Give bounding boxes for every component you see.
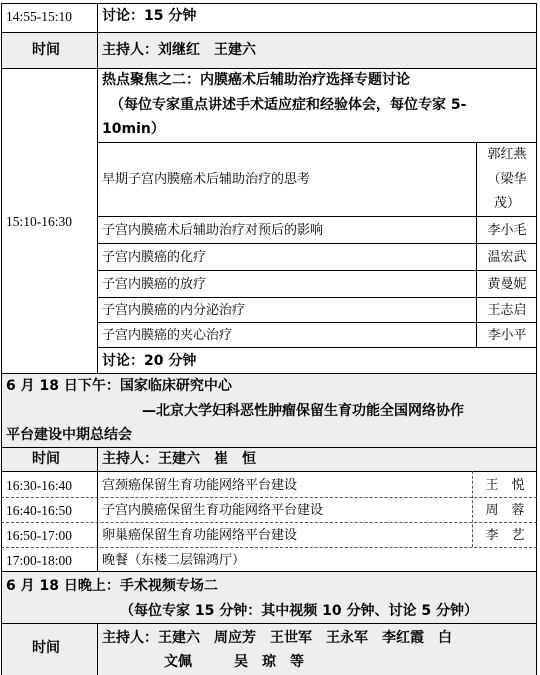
item-speaker: 王 悦 bbox=[485, 478, 525, 493]
session-discussion: 讨论：20 分钟 bbox=[102, 353, 197, 369]
discussion-time: 14:55-15:10 bbox=[6, 9, 72, 24]
evening-note: （每位专家 15 分钟：其中视频 10 分钟、讨论 5 分钟） bbox=[120, 603, 478, 619]
talk-speaker: 黄曼妮 bbox=[487, 277, 527, 292]
session-note-line2: 10min） bbox=[102, 121, 165, 137]
talk-speaker: 李小毛 bbox=[487, 223, 527, 238]
talk-topic: 子宫内膜癌的内分泌治疗 bbox=[102, 303, 246, 318]
talk-topic: 子宫内膜癌的化疗 bbox=[102, 250, 207, 265]
talk-topic: 子宫内膜癌的放疗 bbox=[102, 277, 207, 292]
item-speaker: 周 蓉 bbox=[485, 503, 525, 518]
dinner-text: 晚餐（东楼二层锦鸿厅） bbox=[102, 553, 246, 568]
time-header: 时间 bbox=[32, 42, 60, 58]
item-time: 16:50-17:00 bbox=[6, 528, 72, 543]
evening-hosts-line1: 主持人：王建六 周应芳 王世军 王永军 李红霞 白 bbox=[102, 630, 452, 646]
talk-speaker: 李小平 bbox=[487, 328, 527, 343]
talk-speaker: 王志启 bbox=[487, 303, 527, 318]
dinner-time: 17:00-18:00 bbox=[6, 553, 72, 568]
talk-speaker: 温宏武 bbox=[487, 250, 527, 265]
afternoon-subtitle: —北京大学妇科恶性肿瘤保留生育功能全国网络协作 bbox=[142, 403, 464, 419]
afternoon-title: 6 月 18 日下午：国家临床研究中心 bbox=[6, 378, 232, 394]
afternoon-hosts: 主持人：王建六 崔 恒 bbox=[102, 451, 256, 467]
host-row bbox=[1, 32, 537, 68]
afternoon-time-header: 时间 bbox=[32, 451, 60, 467]
session-time: 15:10-16:30 bbox=[6, 214, 72, 229]
talk-topic: 子宫内膜癌术后辅助治疗对预后的影响 bbox=[102, 223, 324, 238]
item-topic: 宫颈癌保留生育功能网络平台建设 bbox=[102, 478, 298, 493]
talk-speaker: （梁华 bbox=[487, 172, 527, 187]
session-note-line1: （每位专家重点讲述手术适应症和经验体会，每位专家 5- bbox=[110, 97, 467, 113]
item-time: 16:40-16:50 bbox=[6, 503, 72, 518]
session-title: 热点聚焦之二：内膜癌术后辅助治疗选择专题讨论 bbox=[102, 72, 410, 88]
item-speaker: 李 艺 bbox=[485, 528, 525, 543]
afternoon-host-row bbox=[1, 447, 537, 471]
afternoon-subtitle-cont: 平台建设中期总结会 bbox=[6, 427, 132, 443]
evening-title: 6 月 18 日晚上：手术视频专场二 bbox=[6, 578, 218, 594]
discussion-text: 讨论：15 分钟 bbox=[102, 8, 197, 24]
item-topic: 卵巢癌保留生育功能网络平台建设 bbox=[102, 528, 298, 543]
talk-speaker: 茂） bbox=[493, 196, 520, 211]
item-time: 16:30-16:40 bbox=[6, 478, 72, 493]
item-topic: 子宫内膜癌保留生育功能网络平台建设 bbox=[102, 503, 324, 518]
evening-hosts-line2: 文佩 吴 琼 等 bbox=[164, 654, 304, 670]
evening-time-header: 时间 bbox=[32, 640, 60, 656]
discussion-row bbox=[1, 4, 537, 32]
host-names: 主持人：刘继红 王建六 bbox=[102, 42, 256, 58]
talk-topic: 早期子宫内膜癌术后辅助治疗的思考 bbox=[102, 172, 311, 187]
talk-speaker: 郭红燕 bbox=[487, 147, 527, 162]
talk-topic: 子宫内膜癌的夹心治疗 bbox=[102, 328, 233, 343]
